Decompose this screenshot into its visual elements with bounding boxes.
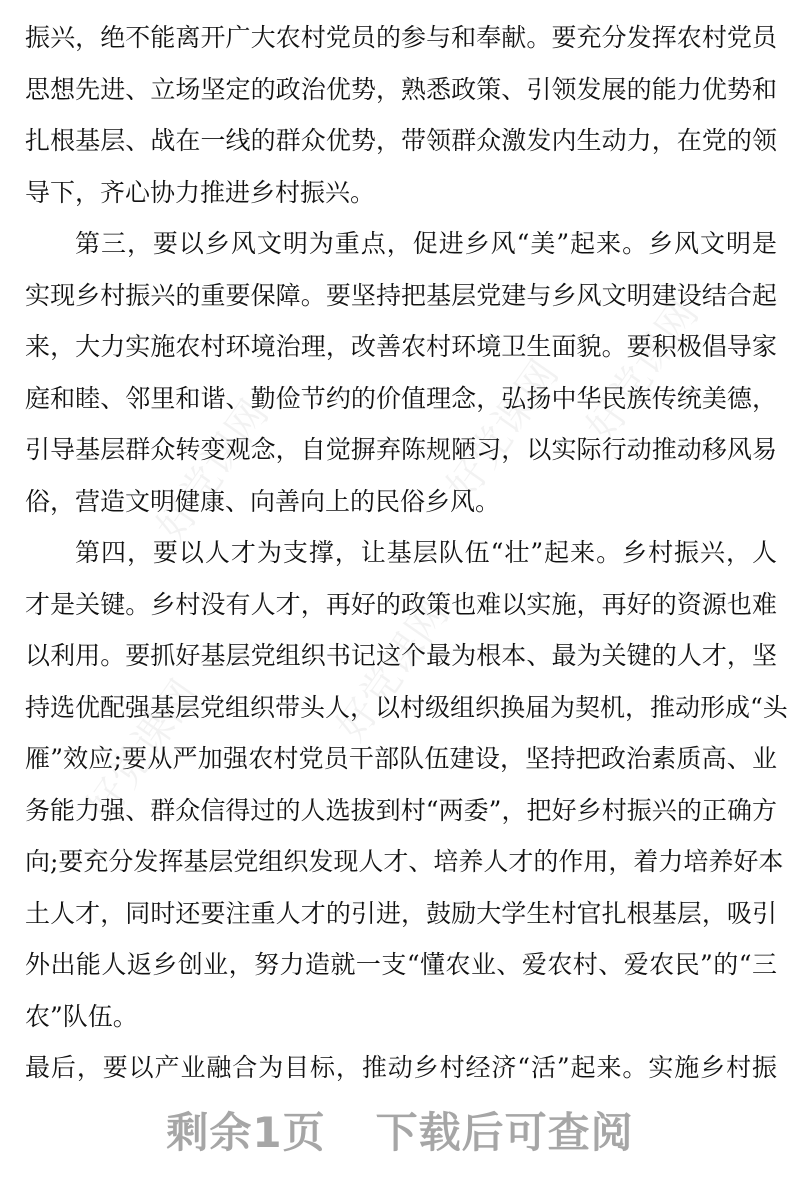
text-line: 思想先进、立场坚定的政治优势，熟悉政策、引领发展的能力优势和	[25, 75, 777, 104]
paragraph-start-line: 第三，要以乡风文明为重点，促进乡风“美”起来。乡风文明是	[75, 229, 777, 258]
watermark: 好党课网	[148, 391, 278, 550]
text-line: 引导基层群众转变观念，自觉摒弃陈规陋习，以实际行动推动移风易	[25, 435, 777, 464]
text-line: 俗，营造文明健康、向善向上的民俗乡风。	[25, 487, 501, 516]
text-line: 农”队伍。	[25, 1002, 138, 1031]
watermark: 好党课网	[328, 591, 458, 750]
remaining-pages-banner[interactable]	[0, 1100, 800, 1160]
text-line: 外出能人返乡创业，努力造就一支“懂农业、爱农村、爱农民”的“三	[25, 950, 777, 979]
watermark: 好党课网	[78, 671, 208, 830]
watermark: 好党课网	[438, 351, 568, 510]
watermark: 好党课网	[578, 291, 708, 450]
text-line: 向;要充分发挥基层党组织发现人才、培养人才的作用，着力培养好本	[25, 847, 784, 876]
text-line: 才是关键。乡村没有人才，再好的政策也难以实施，再好的资源也难	[25, 590, 777, 619]
text-line: 以利用。要抓好基层党组织书记这个最为根本、最为关键的人才，坚	[25, 641, 777, 670]
text-line: 持选优配强基层党组织带头人，以村级组织换届为契机，推动形成“头	[25, 693, 788, 722]
text-line: 务能力强、群众信得过的人选拔到村“两委”，把好乡村振兴的正确方	[25, 796, 777, 825]
text-line: 振兴，绝不能离开广大农村党员的参与和奉献。要充分发挥农村党员	[25, 23, 777, 52]
text-line: 导下，齐心协力推进乡村振兴。	[25, 178, 376, 207]
text-line: 雁”效应;要从严加强农村党员干部队伍建设，坚持把政治素质高、业	[25, 744, 777, 773]
text-line: 来，大力实施农村环境治理，改善农村环境卫生面貌。要积极倡导家	[25, 332, 777, 361]
paragraph-start-line: 最后，要以产业融合为目标，推动乡村经济“活”起来。实施乡村振	[25, 1053, 777, 1082]
text-line: 实现乡村振兴的重要保障。要坚持把基层党建与乡风文明建设结合起	[25, 281, 777, 310]
text-line: 扎根基层、战在一线的群众优势，带领群众激发内生动力，在党的领	[25, 126, 777, 155]
text-line: 庭和睦、邻里和谐、勤俭节约的价值理念，弘扬中华民族传统美德，	[25, 384, 777, 413]
text-line: 土人才，同时还要注重人才的引进，鼓励大学生村官扎根基层，吸引	[25, 899, 777, 928]
paragraph-start-line: 第四，要以人才为支撑，让基层队伍“壮”起来。乡村振兴，人	[75, 538, 777, 567]
remaining-pages-label: 剩余1页	[166, 1108, 326, 1157]
download-to-view-label: 下载后可查阅	[375, 1108, 634, 1157]
